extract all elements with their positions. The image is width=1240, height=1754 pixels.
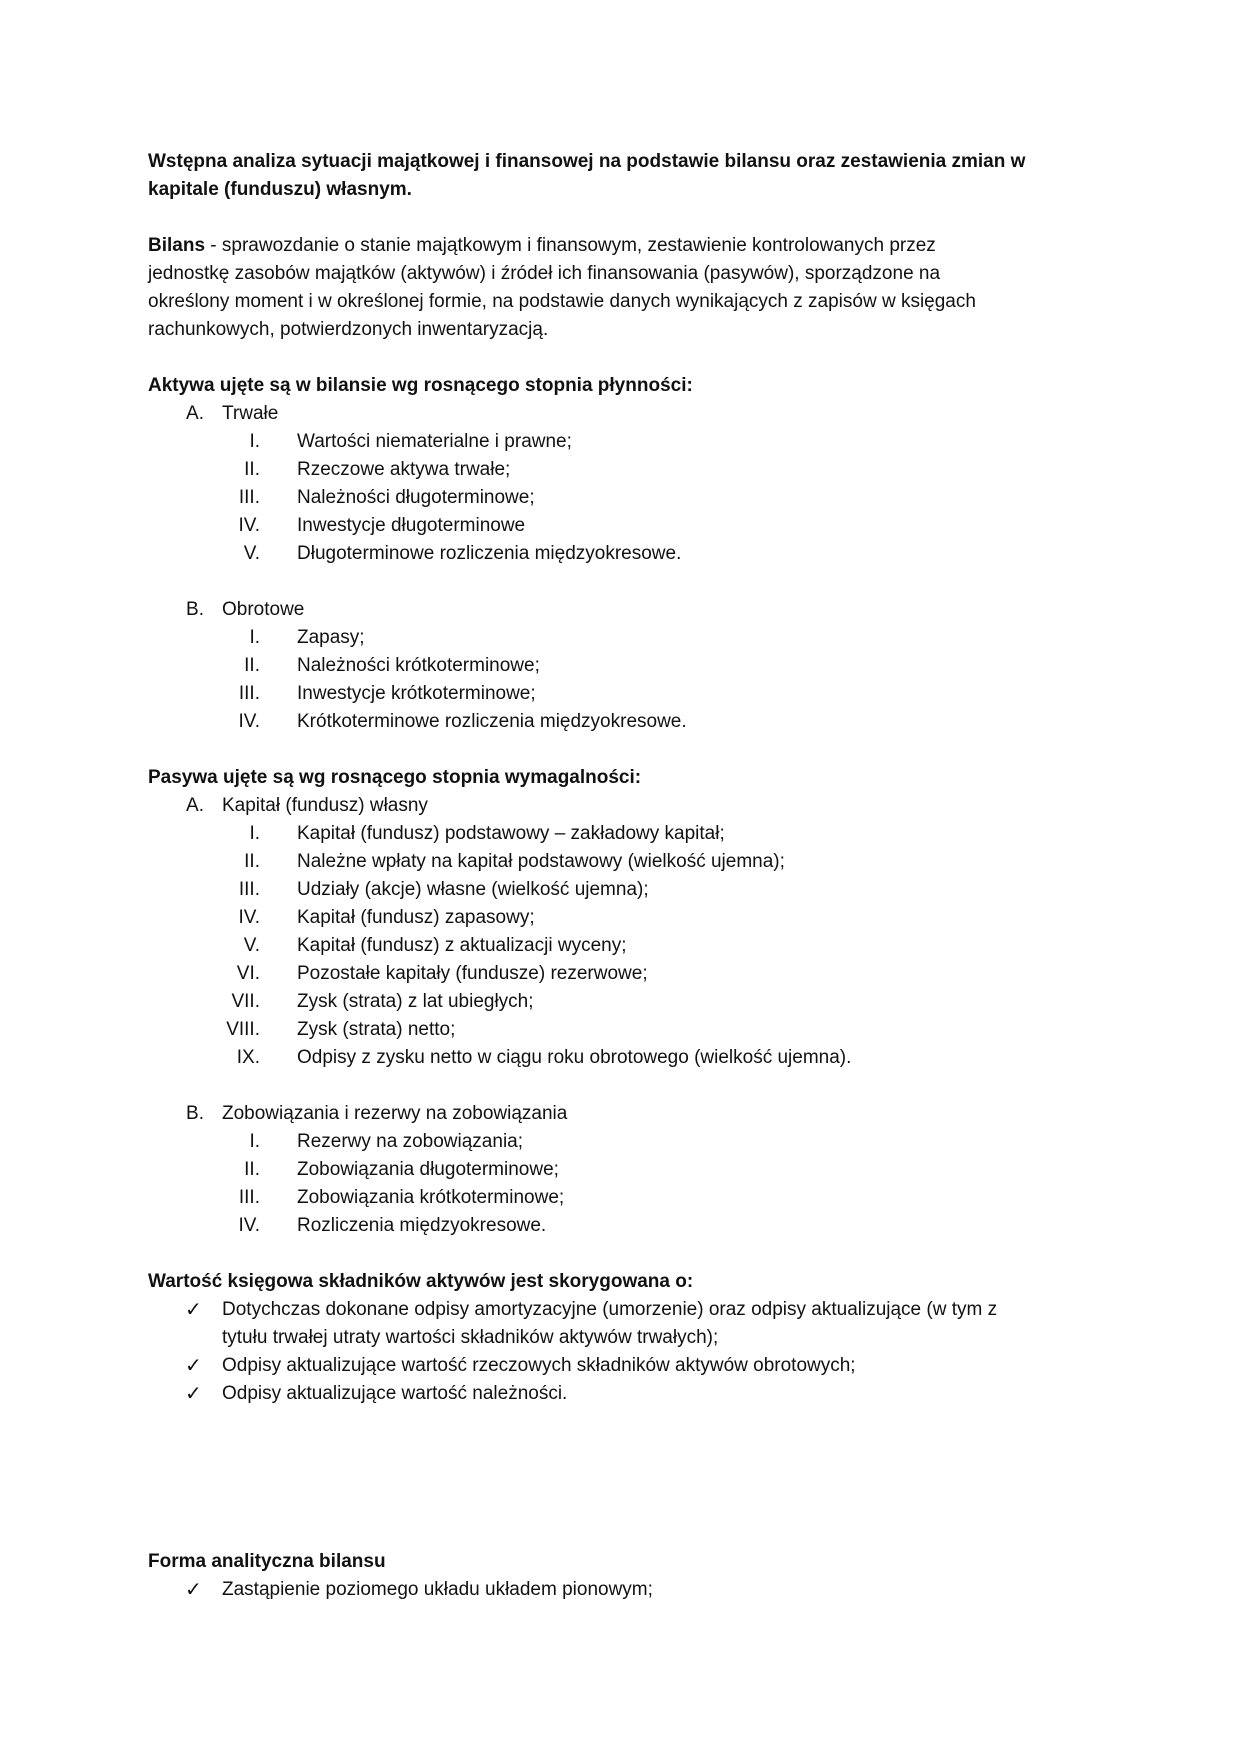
list-number: VII. [231, 991, 260, 1012]
list-item: Zysk (strata) netto; [297, 1019, 456, 1040]
aktywa-a-marker: A. [186, 403, 204, 424]
list-item: Inwestycje długoterminowe [297, 515, 526, 536]
list-item: Zysk (strata) z lat ubiegłych; [297, 991, 534, 1012]
list-number: I. [249, 627, 260, 648]
aktywa-a-label: Trwałe [222, 403, 279, 424]
checkmark-icon: ✓ [185, 1579, 202, 1601]
pasywa-b-marker: B. [186, 1103, 204, 1124]
list-number: IV. [238, 711, 260, 732]
list-item: Należności długoterminowe; [297, 487, 535, 508]
bilans-definition-line-2: jednostkę zasobów majątków (aktywów) i źródeł ich finansowania (pasywów), sporządzone na [148, 263, 941, 284]
list-number: IX. [236, 1047, 260, 1068]
list-number: I. [249, 431, 260, 452]
aktywa-heading: Aktywa ujęte są w bilansie wg rosnącego stopnia płynności: [148, 375, 693, 396]
list-number: II. [244, 459, 260, 480]
bilans-definition-line-4: rachunkowych, potwierdzonych inwentaryzacją. [148, 319, 549, 340]
list-number: I. [249, 1131, 260, 1152]
document-title-line-1: Wstępna analiza sytuacji majątkowej i finansowej na podstawie bilansu oraz zestawienia zmian w [148, 151, 1026, 172]
list-number: I. [249, 823, 260, 844]
checklist-item-line-2: tytułu trwałej utraty wartości składników aktywów trwałych); [222, 1327, 719, 1348]
checklist-item-line-1: Dotychczas dokonane odpisy amortyzacyjne (umorzenie) oraz odpisy aktualizujące (w tym z [222, 1299, 998, 1320]
bilans-definition-line-1 [148, 232, 936, 260]
list-number: IV. [238, 907, 260, 928]
list-item: Inwestycje krótkoterminowe; [297, 683, 536, 704]
list-item: Krótkoterminowe rozliczenia międzyokresowe. [297, 711, 687, 732]
checklist-item: Zastąpienie poziomego układu układem pionowym; [222, 1579, 653, 1600]
list-item: Długoterminowe rozliczenia międzyokresowe. [297, 543, 682, 564]
checklist-item: Odpisy aktualizujące wartość należności. [222, 1383, 568, 1404]
list-item: Zapasy; [297, 627, 365, 648]
list-item: Kapitał (fundusz) z aktualizacji wyceny; [297, 935, 627, 956]
list-number: III. [238, 487, 260, 508]
wartosc-heading: Wartość księgowa składników aktywów jest skorygowana o: [148, 1271, 694, 1292]
list-item: Pozostałe kapitały (fundusze) rezerwowe; [297, 963, 648, 984]
list-item: Rezerwy na zobowiązania; [297, 1131, 524, 1152]
list-number: II. [244, 1159, 260, 1180]
list-number: III. [238, 1187, 260, 1208]
list-item: Rozliczenia międzyokresowe. [297, 1215, 547, 1236]
list-item: Udziały (akcje) własne (wielkość ujemna); [297, 879, 649, 900]
forma-heading: Forma analityczna bilansu [148, 1551, 386, 1572]
list-number: III. [238, 879, 260, 900]
list-item: Rzeczowe aktywa trwałe; [297, 459, 511, 480]
list-number: III. [238, 683, 260, 704]
list-number: VIII. [226, 1019, 260, 1040]
list-number: V. [243, 543, 260, 564]
pasywa-heading: Pasywa ujęte są wg rosnącego stopnia wymagalności: [148, 767, 642, 788]
checklist-item: Odpisy aktualizujące wartość rzeczowych składników aktywów obrotowych; [222, 1355, 856, 1376]
pasywa-b-label: Zobowiązania i rezerwy na zobowiązania [222, 1103, 568, 1124]
document-title-line-2: kapitale (funduszu) własnym. [148, 179, 412, 200]
checkmark-icon: ✓ [185, 1299, 202, 1321]
checkmark-icon: ✓ [185, 1383, 202, 1405]
aktywa-b-marker: B. [186, 599, 204, 620]
pasywa-a-label: Kapitał (fundusz) własny [222, 795, 428, 816]
list-number: IV. [238, 1215, 260, 1236]
list-item: Zobowiązania długoterminowe; [297, 1159, 559, 1180]
list-number: II. [244, 851, 260, 872]
list-number: VI. [236, 963, 260, 984]
list-item: Odpisy z zysku netto w ciągu roku obrotowego (wielkość ujemna). [297, 1047, 852, 1068]
bilans-definition-line-3: określony moment i w określonej formie, na podstawie danych wynikających z zapisów w księgach [148, 291, 976, 312]
list-item: Należne wpłaty na kapitał podstawowy (wielkość ujemna); [297, 851, 785, 872]
list-number: IV. [238, 515, 260, 536]
list-number: II. [244, 655, 260, 676]
list-item: Kapitał (fundusz) podstawowy – zakładowy kapitał; [297, 823, 725, 844]
list-item: Zobowiązania krótkoterminowe; [297, 1187, 565, 1208]
aktywa-b-label: Obrotowe [222, 599, 305, 620]
list-item: Wartości niematerialne i prawne; [297, 431, 572, 452]
bilans-definition-text: - sprawozdanie o stanie majątkowym i finansowym, zestawienie kontrolowanych przez [205, 235, 936, 256]
bilans-term: Bilans [148, 235, 206, 256]
list-item: Kapitał (fundusz) zapasowy; [297, 907, 535, 928]
checkmark-icon: ✓ [185, 1355, 202, 1377]
list-number: V. [243, 935, 260, 956]
list-item: Należności krótkoterminowe; [297, 655, 540, 676]
pasywa-a-marker: A. [186, 795, 204, 816]
